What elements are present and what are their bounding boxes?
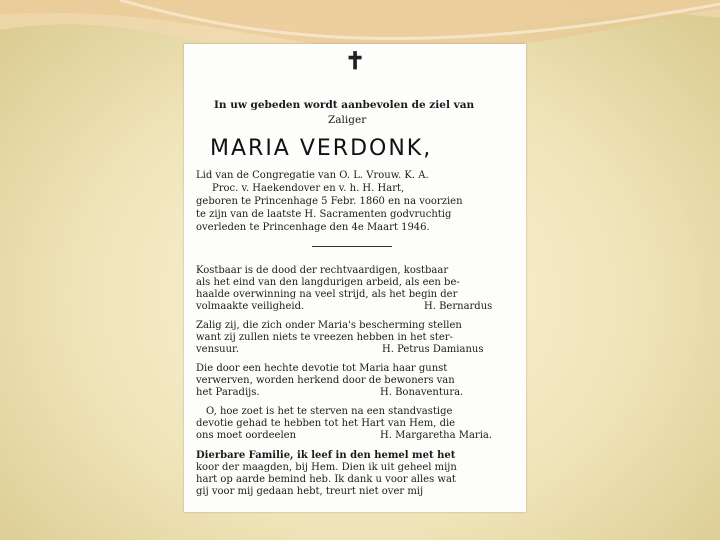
quote-author: H. Margaretha Maria. — [380, 430, 493, 441]
quote-line: volmaakte veiligheid. — [196, 301, 305, 312]
quote-line: het Paradijs. — [196, 387, 260, 398]
quote-line: want zij zullen niets te vreezen hebben in het ster- — [196, 332, 453, 343]
quote-line: koor der maagden, bij Hem. Dien ik uit geheel mijn — [196, 462, 457, 473]
quote-line: Dierbare Familie, ik leef in den hemel met het — [196, 450, 456, 461]
quote-line: O, hoe zoet is het te sterven na een standvastige — [206, 406, 453, 417]
zaliger-line: Zaliger — [328, 114, 367, 126]
quote-author: H. Petrus Damianus — [382, 344, 484, 355]
quote-line: Kostbaar is de dood der rechtvaardigen, kostbaar — [196, 265, 449, 276]
quote-line: devotie gehad te hebben tot het Hart van Hem, die — [196, 418, 456, 429]
quote-line: als het eind van den langdurigen arbeid, als een be- — [196, 277, 460, 288]
bio-line: te zijn van de laatste H. Sacramenten godvruchtig — [196, 209, 452, 220]
deceased-name: MARIA VERDONK, — [210, 136, 433, 161]
quote-line: Die door een hechte devotie tot Maria haar gunst — [196, 363, 448, 374]
quote-line: gij voor mij gedaan hebt, treurt niet over mij — [196, 486, 424, 497]
quote-line: ons moet oordeelen — [196, 430, 297, 441]
divider — [312, 246, 392, 247]
quote-line: vensuur. — [196, 344, 239, 355]
intro-line: In uw gebeden wordt aanbevolen de ziel van — [214, 99, 475, 111]
memorial-card — [184, 44, 526, 512]
quote-line: verwerven, worden herkend door de bewoners van — [196, 375, 455, 386]
bio-line: geboren te Princenhage 5 Febr. 1860 en na voorzien — [196, 196, 463, 207]
quote-line: haalde overwinning na veel strijd, als het begin der — [196, 289, 458, 300]
quote-line: hart op aarde bemind heb. Ik dank u voor alles wat — [196, 474, 456, 485]
cross-icon: ✝ — [344, 46, 366, 75]
bio-line: Proc. v. Haekendover en v. h. H. Hart, — [212, 183, 405, 194]
quote-line: Zalig zij, die zich onder Maria's bescherming stellen — [196, 320, 462, 331]
quote-author: H. Bernardus — [424, 301, 493, 312]
quote-author: H. Bonaventura. — [380, 387, 464, 398]
bio-line: overleden te Princenhage den 4e Maart 1946. — [196, 222, 430, 233]
bio-line: Lid van de Congregatie van O. L. Vrouw. K. A. — [196, 170, 429, 181]
